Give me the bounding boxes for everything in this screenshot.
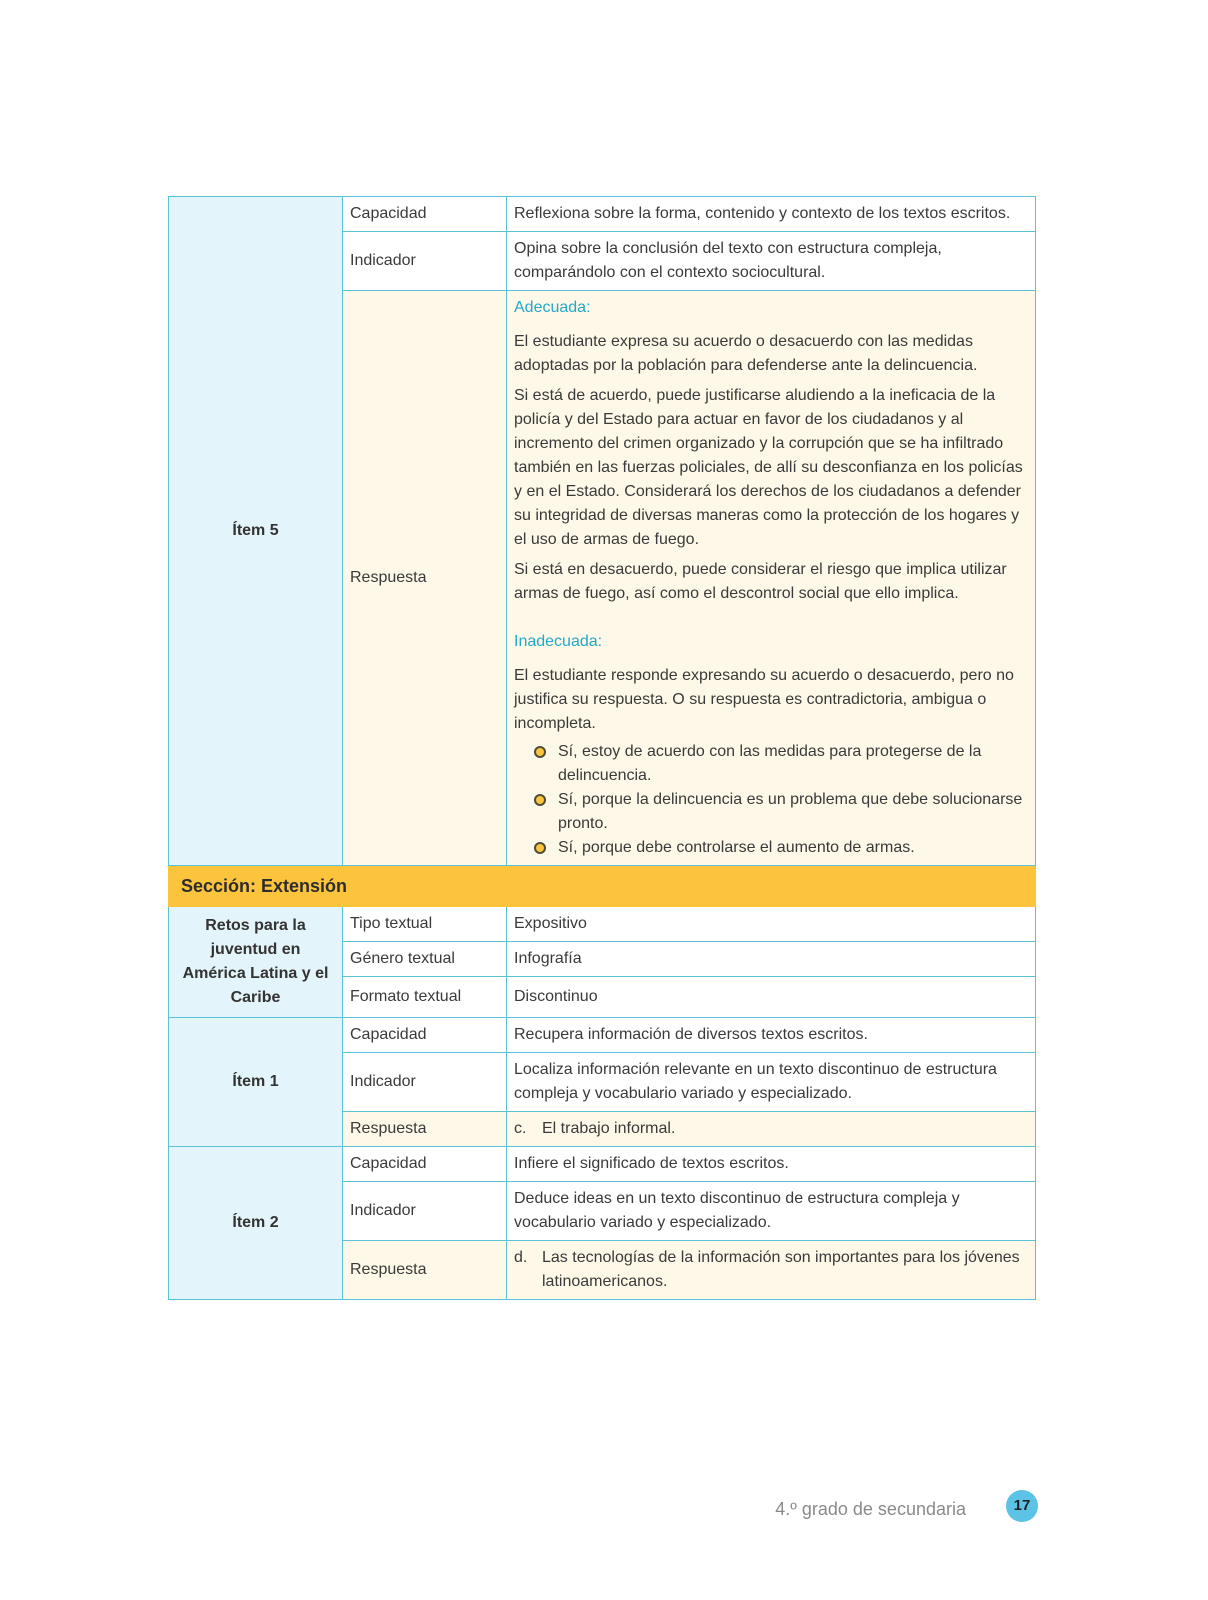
adecuada-paragraph-2: Si está de acuerdo, puede justificarse aludiendo a la ineficacia de la policía y del Estado para actuar en favor de los ciudadanos y al incremento del crimen organizado y la corrupción que se ha infiltrado también en las fuerzas policiales, de allí su desconfianza en los policías y en el Estado. Considerará los derechos de los ciudadanos a defender su integridad de diversas maneras como la protección de los hogares y el uso de armas de fuego. [514,387,1023,548]
tipo-label: Tipo textual [343,907,507,942]
list-item [534,740,1028,788]
item1-capacidad-row [169,1018,1036,1053]
genero-value: Infografía [507,942,1036,977]
genero-label: Género textual [343,942,507,977]
respuesta-label: Respuesta [343,1112,507,1147]
option-letter: d. [514,1249,528,1266]
bullet-icon [534,842,546,854]
capacidad-label: Capacidad [343,1018,507,1053]
respuesta-label: Respuesta [343,291,507,866]
item2-capacidad: Infiere el significado de textos escritos. [507,1147,1036,1182]
formato-value: Discontinuo [507,977,1036,1018]
tipo-row [169,907,1036,942]
item2-capacidad-row [169,1147,1036,1182]
capacidad-label: Capacidad [343,1147,507,1182]
answer-key-table [168,196,1036,1300]
item5-title: Ítem 5 [169,197,343,866]
option-text: Las tecnologías de la información son importantes para los jóvenes latinoamericanos. [542,1249,1020,1290]
adecuada-paragraph-1: El estudiante expresa su acuerdo o desacuerdo con las medidas adoptadas por la población para defenderse ante la delincuencia. [514,333,978,374]
option-text: El trabajo informal. [542,1120,676,1137]
item1-capacidad: Recupera información de diversos textos escritos. [507,1018,1036,1053]
item5-capacidad-row [169,197,1036,232]
footer-grade: 4.º grado de secundaria [775,1499,966,1519]
item5-capacidad: Reflexiona sobre la forma, contenido y contexto de los textos escritos. [507,197,1036,232]
respuesta-label: Respuesta [343,1241,507,1300]
section-header-row [169,866,1036,907]
page-number: 17 [1006,1490,1038,1522]
formato-label: Formato textual [343,977,507,1018]
item2-indicador: Deduce ideas en un texto discontinuo de estructura compleja y vocabulario variado y especializado. [507,1182,1036,1241]
indicador-label: Indicador [343,1053,507,1112]
item1-respuesta [507,1112,1036,1147]
bullet-icon [534,794,546,806]
bullet-text: Sí, porque la delincuencia es un problema que debe solucionarse pronto. [558,791,1023,832]
item5-indicador: Opina sobre la conclusión del texto con estructura compleja, comparándolo con el contexto sociocultural. [507,232,1036,291]
inadecuada-bullet-list [514,740,1028,860]
bullet-text: Sí, porque debe controlarse el aumento de armas. [558,839,915,856]
item1-title: Ítem 1 [169,1018,343,1147]
item2-respuesta [507,1241,1036,1300]
item2-title: Ítem 2 [169,1147,343,1300]
item1-indicador: Localiza información relevante en un texto discontinuo de estructura compleja y vocabulario variado y especializado. [507,1053,1036,1112]
adecuada-paragraph-3: Si está en desacuerdo, puede considerar el riesgo que implica utilizar armas de fuego, así como el descontrol social que ello implica. [514,561,1007,602]
item5-respuesta [507,291,1036,866]
text-title: Retos para la juventud en América Latina y el Caribe [169,907,343,1018]
bullet-icon [534,746,546,758]
bullet-text: Sí, estoy de acuerdo con las medidas para protegerse de la delincuencia. [558,743,982,784]
tipo-value: Expositivo [507,907,1036,942]
adecuada-heading: Adecuada: [514,299,591,316]
indicador-label: Indicador [343,232,507,291]
capacidad-label: Capacidad [343,197,507,232]
list-item [534,836,1028,860]
section-title: Sección: Extensión [169,866,1036,907]
list-item [534,788,1028,836]
option-letter: c. [514,1120,527,1137]
inadecuada-heading: Inadecuada: [514,633,603,650]
indicador-label: Indicador [343,1182,507,1241]
inadecuada-paragraph: El estudiante responde expresando su acuerdo o desacuerdo, pero no justifica su respuesta. O su respuesta es contradictoria, ambigua o incompleta. [514,667,1014,732]
